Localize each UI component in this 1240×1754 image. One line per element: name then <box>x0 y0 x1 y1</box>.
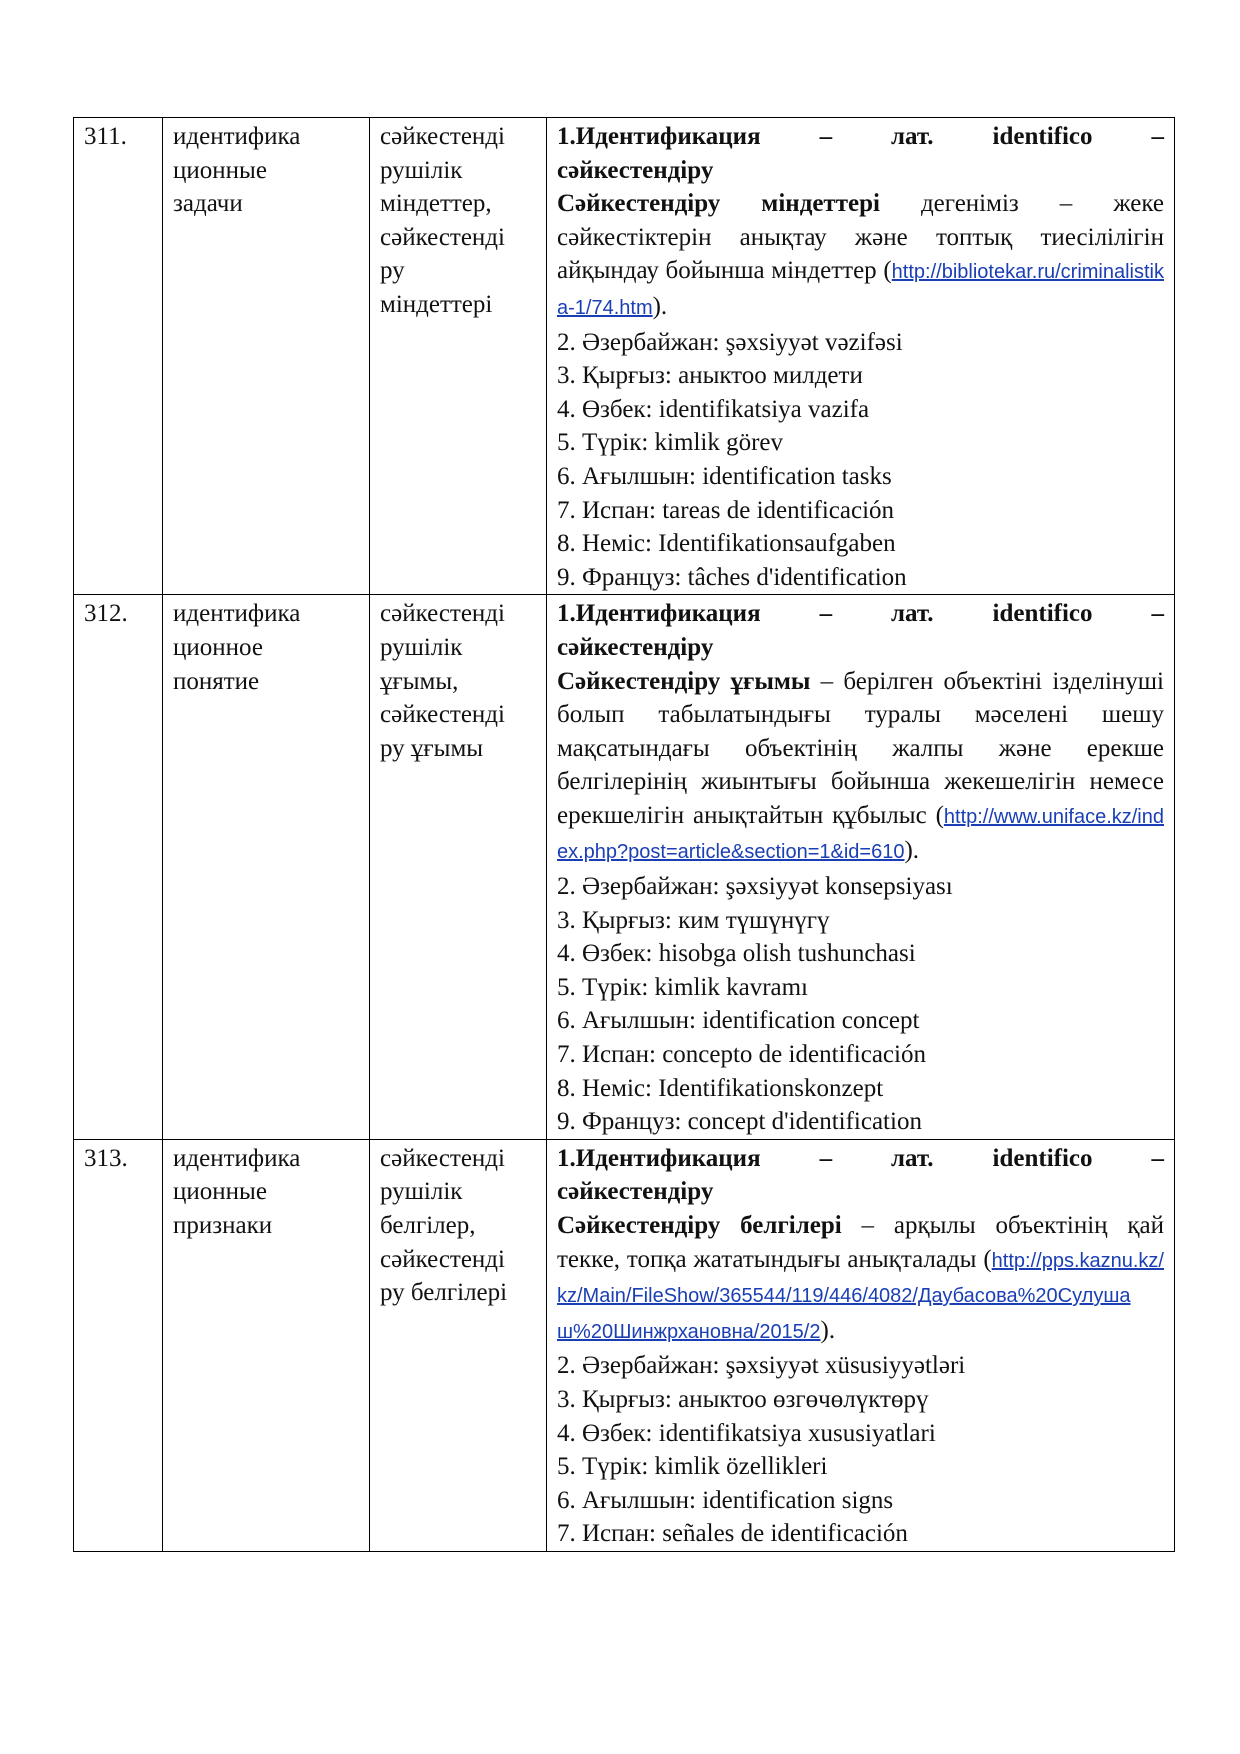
definition-cell <box>547 118 1175 595</box>
etymology-word: – <box>819 1144 833 1172</box>
translation-line: 5. Түрік: kimlik özellikleri <box>557 1453 828 1481</box>
kazakh-term-cell <box>370 118 547 595</box>
kazakh-term-line: сәйкестенді <box>380 1245 505 1273</box>
etymology-word: сәйкестендіру <box>557 156 714 184</box>
translation-line: 6. Ағылшын: identification concept <box>557 1007 920 1035</box>
kazakh-term-line: міндеттер, <box>380 190 492 218</box>
translation-line: 9. Француз: concept d'identification <box>557 1108 922 1136</box>
russian-term-line: идентифика <box>173 123 301 150</box>
kazakh-term-line: рушілік <box>380 1178 463 1206</box>
etymology-word: identifico <box>992 1144 1093 1172</box>
etymology-word: лат. <box>891 1144 934 1172</box>
translation-line: 8. Неміс: Identifikationskonzept <box>557 1074 884 1102</box>
translation-line: 4. Өзбек: hisobga olish tushunchasi <box>557 940 916 968</box>
definition-text <box>557 665 1164 871</box>
definition-body: – берілген объектіні ізделінуші болып табылатындығы туралы мәселені шешу мақсатындағы объектінің жалпы және ерекше белгілерінің жиынтығы бойынша жекешелігін немесе ерекшелігін анықтайтын құбылыс <box>557 667 1164 829</box>
kazakh-term-line: сәйкестенді <box>380 1144 505 1172</box>
defined-term: Сәйкестендіру белгілері <box>557 1212 842 1239</box>
definition-body: – арқылы объектінің қай текке, топқа жататындығы анықталады <box>557 1212 1164 1273</box>
kazakh-term-cell <box>370 1139 547 1551</box>
source-close-paren: ). <box>820 1316 836 1344</box>
source-close-paren: ). <box>904 837 920 865</box>
translation-line: 7. Испан: señales de identificación <box>557 1520 908 1548</box>
russian-term-line: признаки <box>173 1212 273 1239</box>
kazakh-term-line: белгілер, <box>380 1212 476 1239</box>
kazakh-term-line: сәйкестенді <box>380 600 505 628</box>
source-open-paren: ( <box>935 801 944 829</box>
glossary-row <box>74 1139 1175 1551</box>
kazakh-term-line: ру белгілері <box>380 1279 508 1307</box>
russian-term-cell <box>163 595 370 1140</box>
translation-line: 9. Француз: tâches d'identification <box>557 563 907 591</box>
etymology-heading <box>557 1142 1164 1176</box>
kazakh-term-line: ру ұғымы <box>380 734 484 762</box>
source-link[interactable]: http://pps.kaznu.kz/kz/Main/FileShow/365544/119/446/4082/Даубасова%20Сулушаш%20Шинжрхановна/2015/2 <box>557 1249 1164 1343</box>
glossary-row <box>74 118 1175 595</box>
russian-term-cell <box>163 1139 370 1551</box>
translation-line: 7. Испан: tareas de identificación <box>557 496 895 524</box>
translation-line: 3. Қырғыз: аныктоо милдети <box>557 362 863 390</box>
etymology-word: 1.Идентификация <box>557 123 761 150</box>
glossary-table <box>73 117 1175 1552</box>
translation-line: 2. Әзербайжан: şəxsiyyət vəzifəsi <box>557 328 903 356</box>
kazakh-term-line: сәйкестенді <box>380 701 505 729</box>
translation-line: 6. Ағылшын: identification tasks <box>557 462 892 490</box>
source-link[interactable]: http://www.uniface.kz/index.php?post=article&section=1&id=610 <box>557 805 1164 864</box>
kazakh-term-line: ру <box>380 257 405 285</box>
translation-line: 2. Әзербайжан: şəxsiyyət xüsusiyyətləri <box>557 1352 966 1380</box>
translation-line: 4. Өзбек: identifikatsiya xususiyatlari <box>557 1419 936 1447</box>
russian-term-cell <box>163 118 370 595</box>
russian-term-line: ционные <box>173 156 267 184</box>
translation-line: 3. Қырғыз: ким түшүнүгү <box>557 906 830 934</box>
etymology-word: – <box>819 123 833 150</box>
etymology-word: сәйкестендіру <box>557 633 714 661</box>
definition-text <box>557 1209 1164 1349</box>
kazakh-term-line: рушілік <box>380 633 463 661</box>
kazakh-term-cell <box>370 595 547 1140</box>
etymology-word: identifico <box>992 600 1093 628</box>
source-open-paren: ( <box>983 1245 992 1273</box>
etymology-meaning <box>557 1175 1164 1209</box>
translation-line: 7. Испан: concepto de identificación <box>557 1041 926 1069</box>
russian-term-line: задачи <box>173 190 243 218</box>
definition-cell <box>547 1139 1175 1551</box>
russian-term-line: идентифика <box>173 1144 301 1172</box>
etymology-meaning <box>557 154 1164 188</box>
source-close-paren: ). <box>652 292 668 320</box>
entry-number: 313. <box>74 1139 163 1551</box>
kazakh-term-line: сәйкестенді <box>380 123 505 150</box>
etymology-heading <box>557 120 1164 154</box>
etymology-word: лат. <box>891 123 934 150</box>
glossary-row <box>74 595 1175 1140</box>
etymology-meaning <box>557 631 1164 665</box>
etymology-word: – <box>1151 1144 1164 1172</box>
russian-term-line: ционное <box>173 633 263 661</box>
source-open-paren: ( <box>883 257 892 285</box>
glossary-body <box>74 118 1175 1552</box>
kazakh-term-line: рушілік <box>380 156 463 184</box>
etymology-word: – <box>1151 123 1164 150</box>
etymology-word: лат. <box>891 600 934 628</box>
translation-line: 5. Түрік: kimlik kavramı <box>557 973 809 1001</box>
translation-line: 4. Өзбек: identifikatsiya vazifa <box>557 395 870 423</box>
russian-term-line: идентифика <box>173 600 301 628</box>
russian-term-line: понятие <box>173 667 260 695</box>
entry-number: 312. <box>74 595 163 1140</box>
etymology-word: 1.Идентификация <box>557 1144 761 1172</box>
etymology-word: 1.Идентификация <box>557 600 761 628</box>
definition-cell <box>547 595 1175 1140</box>
translation-line: 3. Қырғыз: аныктоо өзгөчөлүктөрү <box>557 1385 929 1413</box>
russian-term-line: ционные <box>173 1178 267 1206</box>
etymology-word: сәйкестендіру <box>557 1178 714 1206</box>
source-link[interactable]: http://bibliotekar.ru/criminalistika-1/74.htm <box>557 261 1164 319</box>
definition-text <box>557 187 1164 325</box>
kazakh-term-line: сәйкестенді <box>380 223 505 251</box>
etymology-word: identifico <box>992 123 1093 150</box>
etymology-heading <box>557 597 1164 631</box>
translation-line: 8. Неміс: Identifikationsaufgaben <box>557 530 896 558</box>
etymology-word: – <box>819 600 833 628</box>
defined-term: Сәйкестендіру міндеттері <box>557 190 880 218</box>
kazakh-term-line: міндеттері <box>380 290 493 318</box>
kazakh-term-line: ұғымы, <box>380 667 459 695</box>
entry-number: 311. <box>74 118 163 595</box>
translation-line: 6. Ағылшын: identification signs <box>557 1486 894 1514</box>
translation-line: 2. Әзербайжан: şəxsiyyət konsepsiyası <box>557 873 953 901</box>
defined-term: Сәйкестендіру ұғымы <box>557 667 811 695</box>
etymology-word: – <box>1151 600 1164 628</box>
translation-line: 5. Түрік: kimlik görev <box>557 429 784 457</box>
definition-body: дегеніміз – жеке сәйкестіктерін анықтау және топтық тиесілілігін айқындау бойынша міндеттер <box>557 190 1164 285</box>
